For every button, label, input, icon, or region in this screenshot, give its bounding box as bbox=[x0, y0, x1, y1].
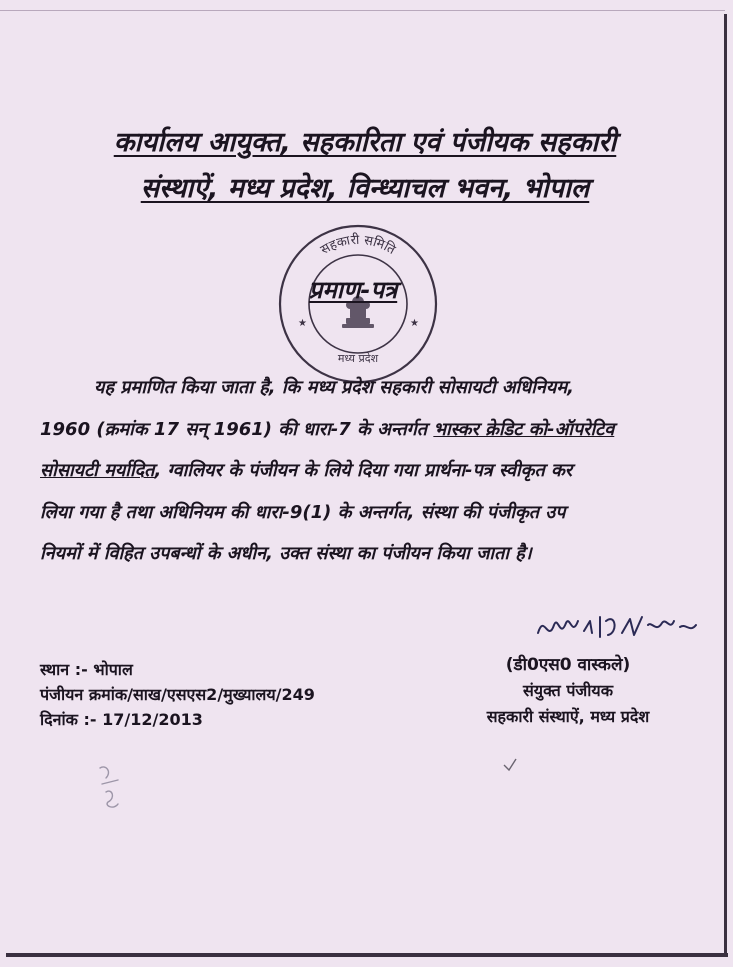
seal-star-right-icon: ★ bbox=[410, 318, 419, 329]
registration-number-line: पंजीयन क्रमांक/साख/एसएस2/मुख्यालय/249 bbox=[40, 685, 315, 704]
certificate-heading: प्रमाण-पत्र bbox=[308, 276, 398, 304]
signatory-department: सहकारी संस्थाऐं, मध्य प्रदेश bbox=[486, 707, 650, 726]
office-title-line-1: कार्यालय आयुक्त, सहकारिता एवं पंजीयक सहकारी bbox=[113, 127, 617, 158]
body-line-2-text: 1960 (क्रमांक 17 सन् 1961) की धारा-7 के अन्तर्गत bbox=[40, 418, 434, 440]
body-line-5: नियमों में विहित उपबन्धों के अधीन, उक्त संस्था का पंजीयन किया जाता है। bbox=[40, 543, 532, 564]
seal-star-left-icon: ★ bbox=[298, 318, 307, 329]
right-border bbox=[724, 14, 727, 954]
bottom-border bbox=[6, 953, 728, 957]
seal-top-text: सहकारी समिति bbox=[318, 232, 398, 258]
body-line-4: लिया गया है तथा अधिनियम की धारा-9(1) के अन्तर्गत, संस्था की पंजीकृत उप bbox=[40, 501, 566, 523]
details-block bbox=[40, 657, 315, 732]
society-name-part-1: भास्कर क्रेडिट को-ऑपरेटिव bbox=[433, 418, 615, 440]
signatory-designation: संयुक्त पंजीयक bbox=[522, 681, 614, 700]
place-line: स्थान :- भोपाल bbox=[40, 660, 133, 679]
date-line: दिनांक :- 17/12/2013 bbox=[40, 710, 203, 729]
body-line-3 bbox=[40, 450, 688, 492]
body-line-2 bbox=[40, 409, 688, 451]
top-edge bbox=[0, 10, 725, 11]
office-title-line-2: संस्थाऐं, मध्य प्रदेश, विन्ध्याचल भवन, भोपाल bbox=[140, 173, 590, 204]
body-line-3-text: , ग्वालियर के पंजीयन के लिये दिया गया प्रार्थना-पत्र स्वीकृत कर bbox=[154, 460, 573, 481]
pencil-marking bbox=[92, 760, 132, 820]
signatory-name: (डी0एस0 वास्कले) bbox=[505, 655, 631, 675]
certificate-body bbox=[40, 367, 688, 575]
society-name-part-2: सोसायटी मर्यादित bbox=[40, 460, 155, 481]
seal-bottom-text: मध्य प्रदेश bbox=[337, 352, 379, 365]
tick-mark-icon bbox=[500, 755, 520, 775]
body-line-1: यह प्रमाणित किया जाता है, कि मध्य प्रदेश सहकारी सोसायटी अधिनियम, bbox=[94, 377, 574, 398]
signatory-block bbox=[448, 652, 688, 730]
